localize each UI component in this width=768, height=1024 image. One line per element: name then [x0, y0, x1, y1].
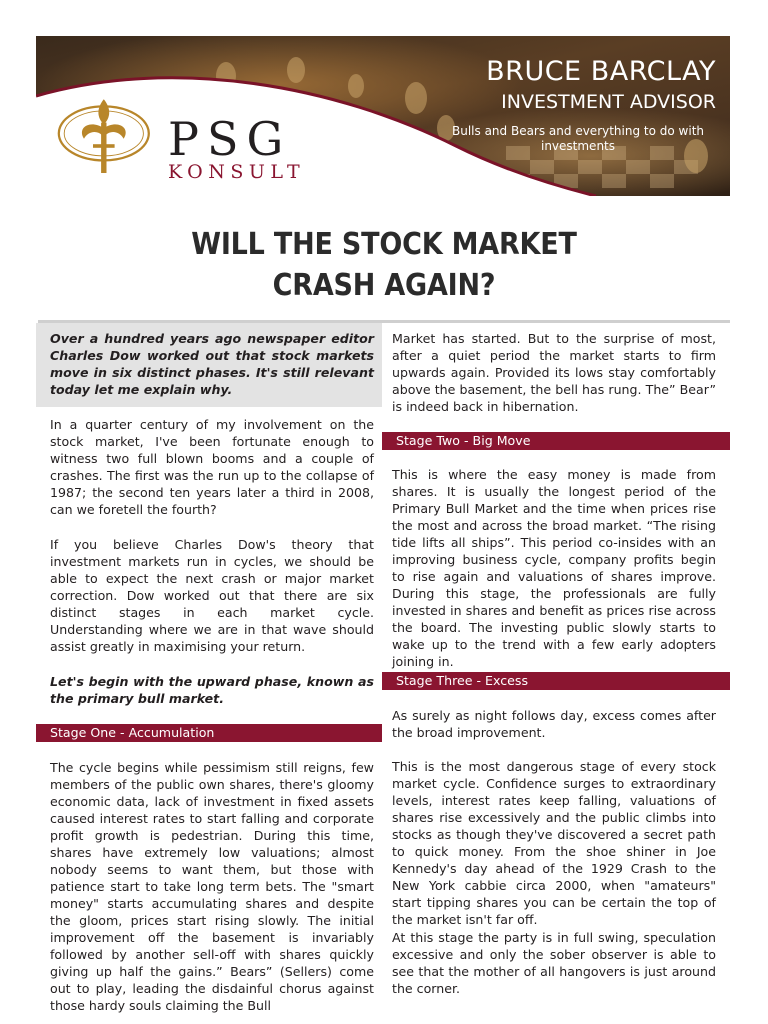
- left-paragraph-2: If you believe Charles Dow's theory that investment markets run in cycles, we should be able to expect the next crash or major market correction. Dow worked out that there are six distinct stages in each market cycle. Understanding where we are in that wave should assist greatly in maximising your return.: [50, 537, 374, 654]
- brand-name: PSG: [168, 112, 292, 166]
- brand-sub: KONSULT: [168, 161, 306, 183]
- title-line-2: CRASH AGAIN?: [272, 268, 496, 303]
- stage-two-heading: Stage Two - Big Move: [382, 432, 730, 450]
- left-paragraph-4: The cycle begins while pessimism still reigns, few members of the public own shares, there's gloomy economic data, lack of investment in fixed assets caused interest rates to start falling and corporate profit growth is pedestrian. During this time, shares have extremely low valuations; almost nobody seems to want them, but those with patience start to take long term bets. The "smart money" starts accumulating shares and despite the gloom, prices start rising slowly. The initial improvement off the basement is invariably followed by another sell-off with shares quickly giving up half the gains.” Bears” (Sellers) come out to play, leading the disdainful chorus against those hardy souls claiming the Bull: [50, 760, 374, 1013]
- header-banner: [36, 36, 730, 196]
- right-paragraph-5: At this stage the party is in full swing, speculation excessive and only the sober observer is able to see that the mother of all hangovers is just around the corner.: [392, 930, 716, 996]
- author-role: INVESTMENT ADVISOR: [501, 91, 716, 113]
- left-paragraph-3: Let's begin with the upward phase, known as the primary bull market.: [50, 674, 374, 706]
- left-paragraph-1: In a quarter century of my involvement on the stock market, I've been fortunate enough to witness two full blown booms and a couple of crashes. The first was the run up to the collapse of 1987; the second ten years later a third in 2008, can we foretell the fourth?: [50, 417, 374, 517]
- author-tagline: Bulls and Bears and everything to do with investments: [452, 124, 704, 153]
- author-name: BRUCE BARCLAY: [486, 56, 716, 87]
- right-paragraph-3: As surely as night follows day, excess comes after the broad improvement.: [392, 708, 716, 740]
- right-paragraph-4: This is the most dangerous stage of every stock market cycle. Confidence surges to extraordinary levels, interest rates keep falling, valuations of shares rise excessively and the public climbs into stocks as though they've discovered a secret path to quick money. From the shoe shiner in Joe Kennedy's day ahead of the 1929 Crash to the New York cabbie circa 2000, when "amateurs" start tipping shares you can be certain the top of the market isn't far off.: [392, 759, 716, 927]
- intro-text: Over a hundred years ago newspaper editor Charles Dow worked out that stock markets move in six distinct phases. It's still relevant today let me explain why.: [50, 331, 374, 397]
- author-block: [416, 56, 716, 113]
- page-title: [0, 224, 768, 306]
- right-paragraph-1: Market has started. But to the surprise of most, after a quiet period the market starts to firm upwards again. Provided its lows stay comfortably above the basement, the bell has rung. The” Bear” is indeed back in hibernation.: [392, 331, 716, 414]
- right-paragraph-2: This is where the easy money is made from shares. It is usually the longest period of the Primary Bull Market and the time when prices rise the most and across the broad market. “The rising tide lifts all ships”. This period co-insides with an improving business cycle, company profits begin to rise again and valuations of shares improve. During this stage, the professionals are fully invested in shares and benefit as prices rise across the board. The investing public slowly starts to wake up to the trend with a few early adopters joining in.: [392, 467, 716, 669]
- stage-three-heading: Stage Three - Excess: [382, 672, 730, 690]
- title-line-1: WILL THE STOCK MARKET: [191, 227, 577, 262]
- stage-one-heading: Stage One - Accumulation: [36, 724, 382, 742]
